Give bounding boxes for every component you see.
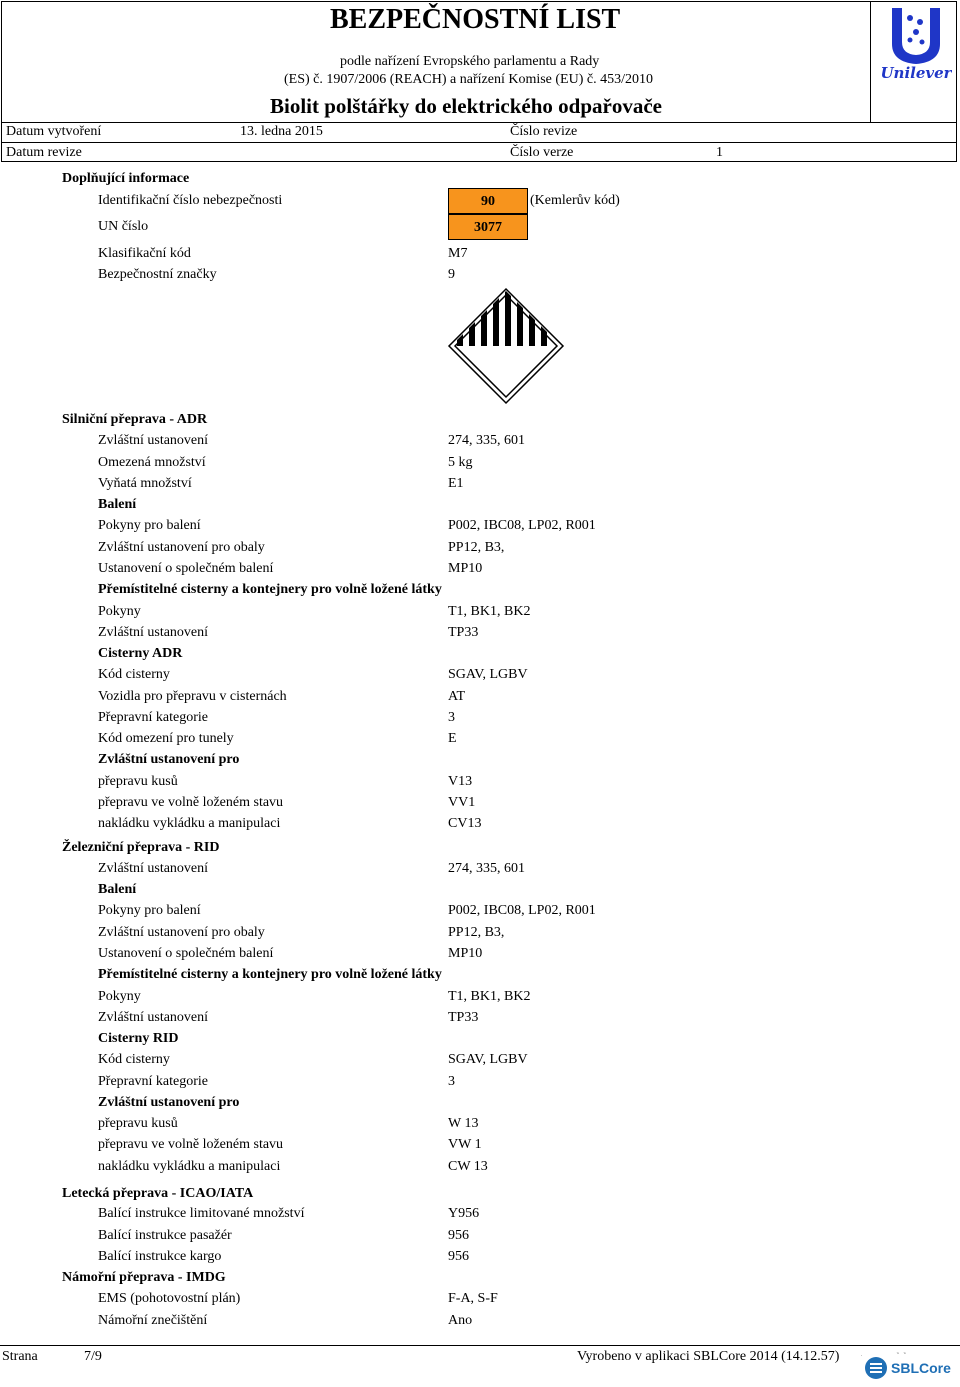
field-label: nakládku vykládku a manipulaci (98, 1159, 281, 1174)
field-label: Zvláštní ustanovení (98, 625, 209, 640)
header-divider (1, 142, 957, 143)
field-label: Kód cisterny (98, 667, 170, 682)
field-value: 956 (448, 1249, 469, 1264)
generated-by: Vyrobeno v aplikaci SBLCore 2014 (14.12.57) (577, 1349, 840, 1364)
field-label: přepravu kusů (98, 774, 178, 789)
product-name: Biolit polštářky do elektrického odpařovače (270, 94, 662, 118)
subsection-title: Zvláštní ustanovení pro (98, 752, 240, 767)
kemler-note: (Kemlerův kód) (530, 193, 620, 208)
field-value: PP12, B3, (448, 925, 505, 940)
logo-divider (870, 1, 871, 122)
field-value: P002, IBC08, LP02, R001 (448, 903, 596, 918)
hazard-id-label: Identifikační číslo nebezpečnosti (98, 193, 283, 208)
field-label: nakládku vykládku a manipulaci (98, 816, 281, 831)
field-value: TP33 (448, 625, 479, 640)
header-divider (1, 122, 957, 123)
field-value: Ano (448, 1313, 473, 1328)
field-label: Zvláštní ustanovení (98, 1010, 209, 1025)
svg-text:Unilever: Unilever (880, 64, 952, 82)
subsection-title: Přemístitelné cisterny a kontejnery pro volně ložené látky (98, 967, 442, 982)
field-value: 274, 335, 601 (448, 433, 525, 448)
revision-date-label: Datum revize (6, 145, 82, 160)
section-title: Železniční přeprava - RID (62, 840, 220, 855)
field-value: F-A, S-F (448, 1291, 498, 1306)
field-value: AT (448, 689, 466, 704)
subsection-title: Přemístitelné cisterny a kontejnery pro volně ložené látky (98, 582, 442, 597)
field-label: Pokyny (98, 989, 141, 1004)
section-title: Námořní přeprava - IMDG (62, 1270, 226, 1285)
field-value: MP10 (448, 561, 483, 576)
field-value: 274, 335, 601 (448, 861, 525, 876)
field-value: V13 (448, 774, 473, 789)
classification-code-value: M7 (448, 246, 468, 261)
field-value: E1 (448, 476, 464, 491)
field-value: 3 (448, 710, 455, 725)
field-label: přepravu ve volně loženém stavu (98, 1137, 284, 1152)
field-label: Zvláštní ustanovení pro obaly (98, 540, 265, 555)
revision-number-label: Číslo revize (510, 124, 578, 139)
field-value: 956 (448, 1228, 469, 1243)
unilever-logo (880, 4, 952, 82)
safety-marks-label: Bezpečnostní značky (98, 267, 217, 282)
field-value: TP33 (448, 1010, 479, 1025)
regulation-line-1: podle nařízení Evropského parlamentu a Rady (340, 54, 600, 69)
field-label: Balící instrukce kargo (98, 1249, 222, 1264)
field-label: EMS (pohotovostní plán) (98, 1291, 241, 1306)
page-label: Strana (2, 1349, 38, 1364)
un-number-box: 3077 (448, 214, 528, 240)
field-label: Balící instrukce pasažér (98, 1228, 232, 1243)
hazard-id-box: 90 (448, 188, 528, 214)
field-label: Zvláštní ustanovení pro obaly (98, 925, 265, 940)
subsection-title: Cisterny ADR (98, 646, 183, 661)
field-value: VV1 (448, 795, 476, 810)
section-title: Doplňující informace (62, 171, 190, 186)
page-number: 7/9 (84, 1349, 102, 1364)
field-label: přepravu kusů (98, 1116, 178, 1131)
svg-text:SBLCore: SBLCore (891, 1360, 951, 1376)
created-value: 13. ledna 2015 (240, 124, 323, 139)
safety-marks-value: 9 (448, 267, 455, 282)
section-title: Silniční přeprava - ADR (62, 412, 208, 427)
field-value: SGAV, LGBV (448, 1052, 528, 1067)
field-value: CW 13 (448, 1159, 488, 1174)
field-label: Pokyny pro balení (98, 518, 201, 533)
field-value: 5 kg (448, 455, 473, 470)
version-label: Číslo verze (510, 145, 574, 160)
footer-divider (0, 1345, 960, 1346)
field-label: Omezená množství (98, 455, 206, 470)
field-label: Balící instrukce limitované množství (98, 1206, 305, 1221)
field-label: Kód omezení pro tunely (98, 731, 234, 746)
subsection-title: Cisterny RID (98, 1031, 179, 1046)
field-value: CV13 (448, 816, 482, 831)
field-value: T1, BK1, BK2 (448, 604, 531, 619)
subsection-title: Balení (98, 497, 137, 512)
version-value: 1 (716, 145, 723, 160)
field-label: Ustanovení o společném balení (98, 561, 274, 576)
field-label: Zvláštní ustanovení (98, 433, 209, 448)
field-value: VW 1 (448, 1137, 482, 1152)
field-value: W 13 (448, 1116, 479, 1131)
section-title: Letecká přeprava - ICAO/IATA (62, 1186, 254, 1201)
field-label: Zvláštní ustanovení (98, 861, 209, 876)
field-value: Y956 (448, 1206, 480, 1221)
field-value: 3 (448, 1074, 455, 1089)
field-label: Přepravní kategorie (98, 710, 209, 725)
class-9-hazard-icon (447, 287, 565, 405)
sblcore-logo (862, 1354, 958, 1382)
field-label: Kód cisterny (98, 1052, 170, 1067)
subsection-title: Zvláštní ustanovení pro (98, 1095, 240, 1110)
field-value: P002, IBC08, LP02, R001 (448, 518, 596, 533)
classification-code-label: Klasifikační kód (98, 246, 191, 261)
field-label: Námořní znečištění (98, 1313, 208, 1328)
field-value: T1, BK1, BK2 (448, 989, 531, 1004)
field-label: Vozidla pro přepravu v cisternách (98, 689, 287, 704)
field-label: přepravu ve volně loženém stavu (98, 795, 284, 810)
field-label: Pokyny (98, 604, 141, 619)
field-label: Přepravní kategorie (98, 1074, 209, 1089)
document-title: BEZPEČNOSTNÍ LIST (330, 4, 621, 35)
field-value: PP12, B3, (448, 540, 505, 555)
field-label: Ustanovení o společném balení (98, 946, 274, 961)
field-label: Pokyny pro balení (98, 903, 201, 918)
un-number-label: UN číslo (98, 219, 149, 234)
subsection-title: Balení (98, 882, 137, 897)
created-label: Datum vytvoření (6, 124, 102, 139)
field-label: Vyňatá množství (98, 476, 192, 491)
field-value: E (448, 731, 457, 746)
field-value: SGAV, LGBV (448, 667, 528, 682)
regulation-line-2: (ES) č. 1907/2006 (REACH) a nařízení Komise (EU) č. 453/2010 (284, 72, 653, 87)
field-value: MP10 (448, 946, 483, 961)
